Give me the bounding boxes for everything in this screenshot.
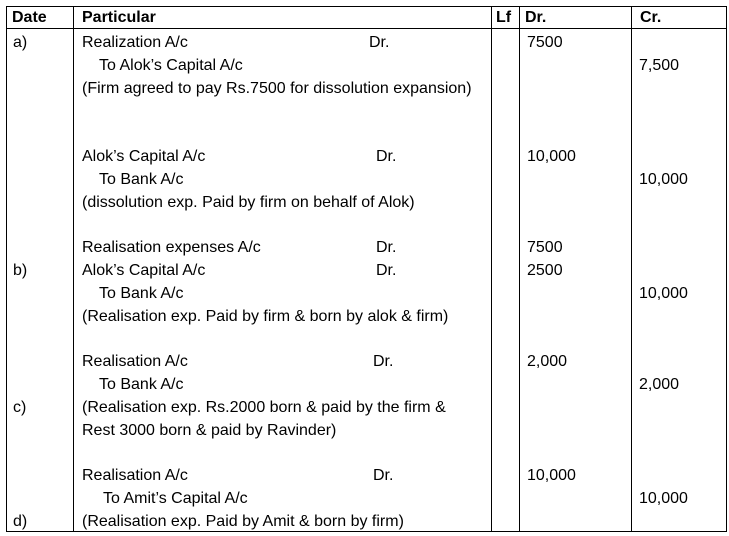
column-divider-dr (631, 7, 632, 531)
entry-date: a) (13, 34, 28, 51)
debit-amount: 2500 (527, 262, 563, 279)
header-particular: Particular (82, 9, 156, 26)
debit-amount: 7500 (527, 239, 563, 256)
entry-narration: (Realisation exp. Paid by Amit & born by firm) (82, 513, 404, 530)
entry-credit-account: To Bank A/c (99, 285, 184, 302)
journal-table (6, 6, 727, 532)
debit-amount: 2,000 (527, 353, 568, 370)
entry-credit-account: To Alok’s Capital A/c (99, 57, 243, 74)
entry-debit-account: Alok’s Capital A/c (82, 262, 206, 279)
dr-marker: Dr. (376, 239, 397, 256)
credit-amount: 10,000 (639, 171, 688, 188)
debit-amount: 10,000 (527, 148, 576, 165)
dr-marker: Dr. (376, 262, 397, 279)
entry-debit-account: Alok’s Capital A/c (82, 148, 206, 165)
entry-narration: (Realisation exp. Paid by firm & born by alok & firm) (82, 308, 449, 325)
entry-credit-account: To Bank A/c (99, 376, 184, 393)
dr-marker: Dr. (369, 34, 390, 51)
header-lf: Lf (496, 9, 512, 26)
entry-date: b) (13, 262, 28, 279)
header-cr: Cr. (640, 9, 662, 26)
dr-marker: Dr. (376, 148, 397, 165)
column-divider-lf (519, 7, 520, 531)
column-divider-particular (491, 7, 492, 531)
credit-amount: 10,000 (639, 490, 688, 507)
credit-amount: 2,000 (639, 376, 680, 393)
dr-marker: Dr. (373, 467, 394, 484)
credit-amount: 10,000 (639, 285, 688, 302)
header-dr: Dr. (525, 9, 547, 26)
dr-marker: Dr. (373, 353, 394, 370)
entry-debit-account: Realisation A/c (82, 353, 188, 370)
credit-amount: 7,500 (639, 57, 680, 74)
debit-amount: 7500 (527, 34, 563, 51)
entry-narration: Rest 3000 born & paid by Ravinder) (82, 422, 337, 439)
entry-narration: (Firm agreed to pay Rs.7500 for dissolution expansion) (82, 80, 472, 97)
column-divider-date (73, 7, 74, 531)
entry-debit-account: Realisation expenses A/c (82, 239, 261, 256)
entry-debit-account: Realization A/c (82, 34, 188, 51)
entry-credit-account: To Amit’s Capital A/c (103, 490, 248, 507)
entry-narration: (Realisation exp. Rs.2000 born & paid by the firm & (82, 399, 446, 416)
entry-narration: (dissolution exp. Paid by firm on behalf of Alok) (82, 194, 415, 211)
entry-credit-account: To Bank A/c (99, 171, 184, 188)
debit-amount: 10,000 (527, 467, 576, 484)
header-date: Date (12, 9, 47, 26)
entry-date: d) (13, 513, 28, 530)
entry-debit-account: Realisation A/c (82, 467, 188, 484)
entry-date: c) (13, 399, 27, 416)
